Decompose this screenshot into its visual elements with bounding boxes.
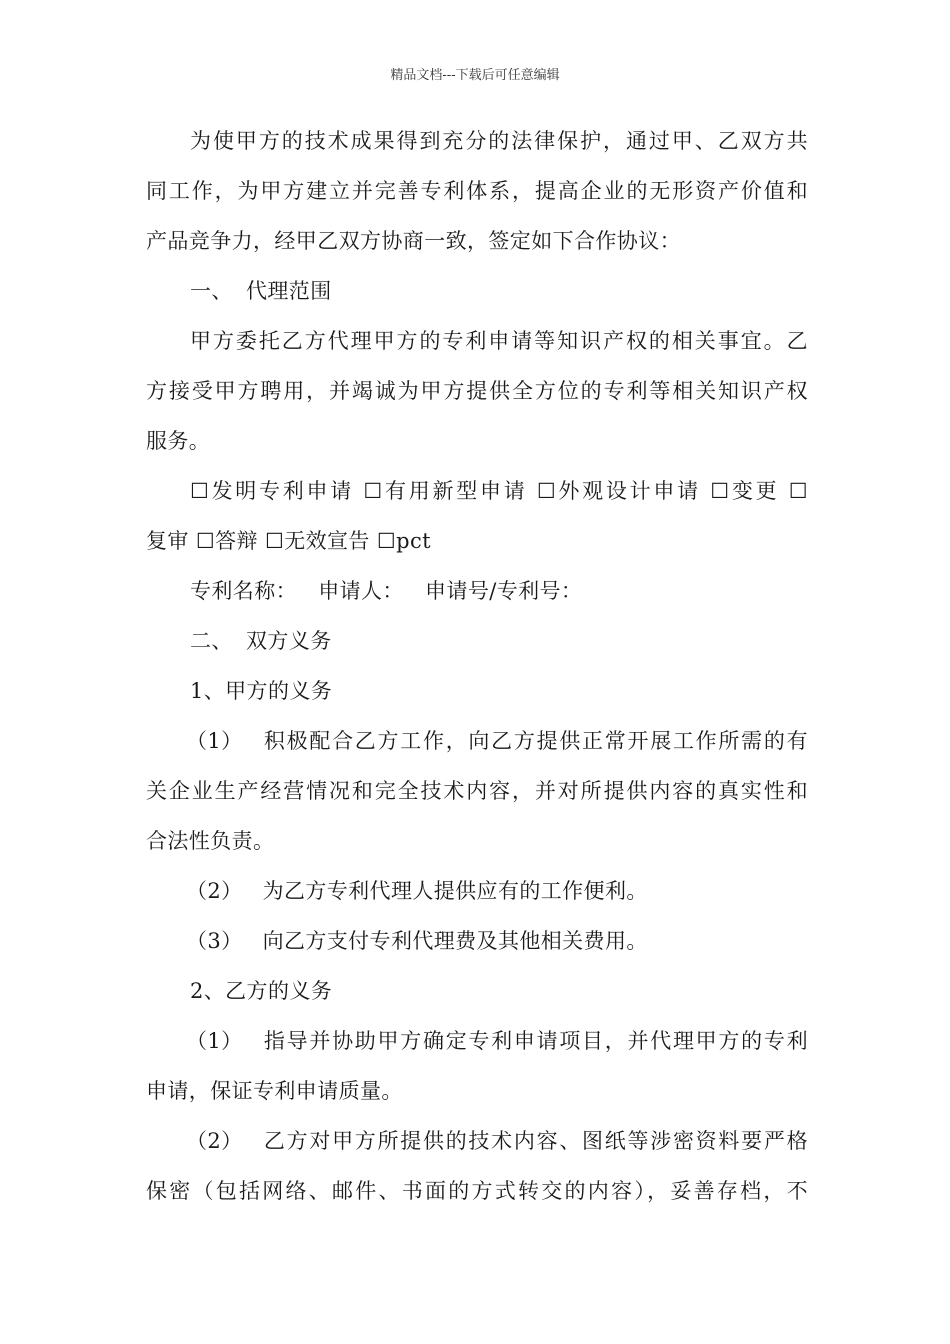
- section-heading-2: [146, 628, 808, 654]
- section-number: 一、: [190, 279, 233, 303]
- list-item-line: [146, 1128, 808, 1154]
- item-number: （1）: [186, 1029, 243, 1053]
- list-item-line: [146, 1028, 808, 1054]
- paragraph-line: 保密（包括网络、邮件、书面的方式转交的内容），妥善存档，不: [146, 1179, 808, 1203]
- checkbox-options-line: 复审 ☐答辩 ☐无效宣告 ☐pct: [146, 529, 431, 553]
- subsection-heading: 1、甲方的义务: [190, 679, 333, 703]
- paragraph-line: 为使甲方的技术成果得到充分的法律保护，通过甲、乙双方共: [190, 129, 808, 153]
- list-item-line: [146, 878, 808, 904]
- paragraph-line: 产品竞争力，经甲乙双方协商一致，签定如下合作协议：: [146, 229, 681, 253]
- item-text: 指导并协助甲方确定专利申请项目，并代理甲方的专利: [262, 1029, 808, 1053]
- item-number: （2）: [186, 1129, 243, 1153]
- section-title: 代理范围: [246, 279, 332, 303]
- section-heading-1: [146, 278, 808, 304]
- paragraph-line: 合法性负责。: [146, 829, 275, 853]
- subsection-heading: 2、乙方的义务: [190, 979, 333, 1003]
- list-item-line: [146, 928, 808, 954]
- paragraph-line: 申请，保证专利申请质量。: [146, 1079, 403, 1103]
- item-text: 为乙方专利代理人提供应有的工作便利。: [262, 879, 648, 903]
- item-text: 乙方对甲方所提供的技术内容、图纸等涉密资料要严格: [262, 1129, 808, 1153]
- item-text: 积极配合乙方工作，向乙方提供正常开展工作所需的有: [262, 729, 808, 753]
- list-item-line: [146, 728, 808, 754]
- section-number: 二、: [190, 629, 233, 653]
- item-text: 向乙方支付专利代理费及其他相关费用。: [262, 929, 648, 953]
- paragraph-line: 同工作，为甲方建立并完善专利体系，提高企业的无形资产价值和: [146, 179, 808, 203]
- paragraph-line: 甲方委托乙方代理甲方的专利申请等知识产权的相关事宜。乙: [190, 329, 808, 353]
- page-header: 精品文档---下载后可任意编辑: [390, 68, 560, 83]
- paragraph-line: 关企业生产经营情况和完全技术内容，并对所提供内容的真实性和: [146, 779, 808, 803]
- paragraph-line: 方接受甲方聘用，并竭诚为甲方提供全方位的专利等相关知识产权: [146, 379, 808, 403]
- checkbox-options-line: ☐发明专利申请 ☐有用新型申请 ☐外观设计申请 ☐变更 ☐: [190, 479, 808, 503]
- item-number: （2）: [186, 879, 243, 903]
- paragraph-line: 服务。: [146, 429, 211, 453]
- item-number: （3）: [186, 929, 243, 953]
- item-number: （1）: [186, 729, 243, 753]
- patent-info-line: 专利名称： 申请人： 申请号/专利号：: [190, 579, 583, 603]
- document-body: [146, 128, 808, 1228]
- section-title: 双方义务: [246, 629, 332, 653]
